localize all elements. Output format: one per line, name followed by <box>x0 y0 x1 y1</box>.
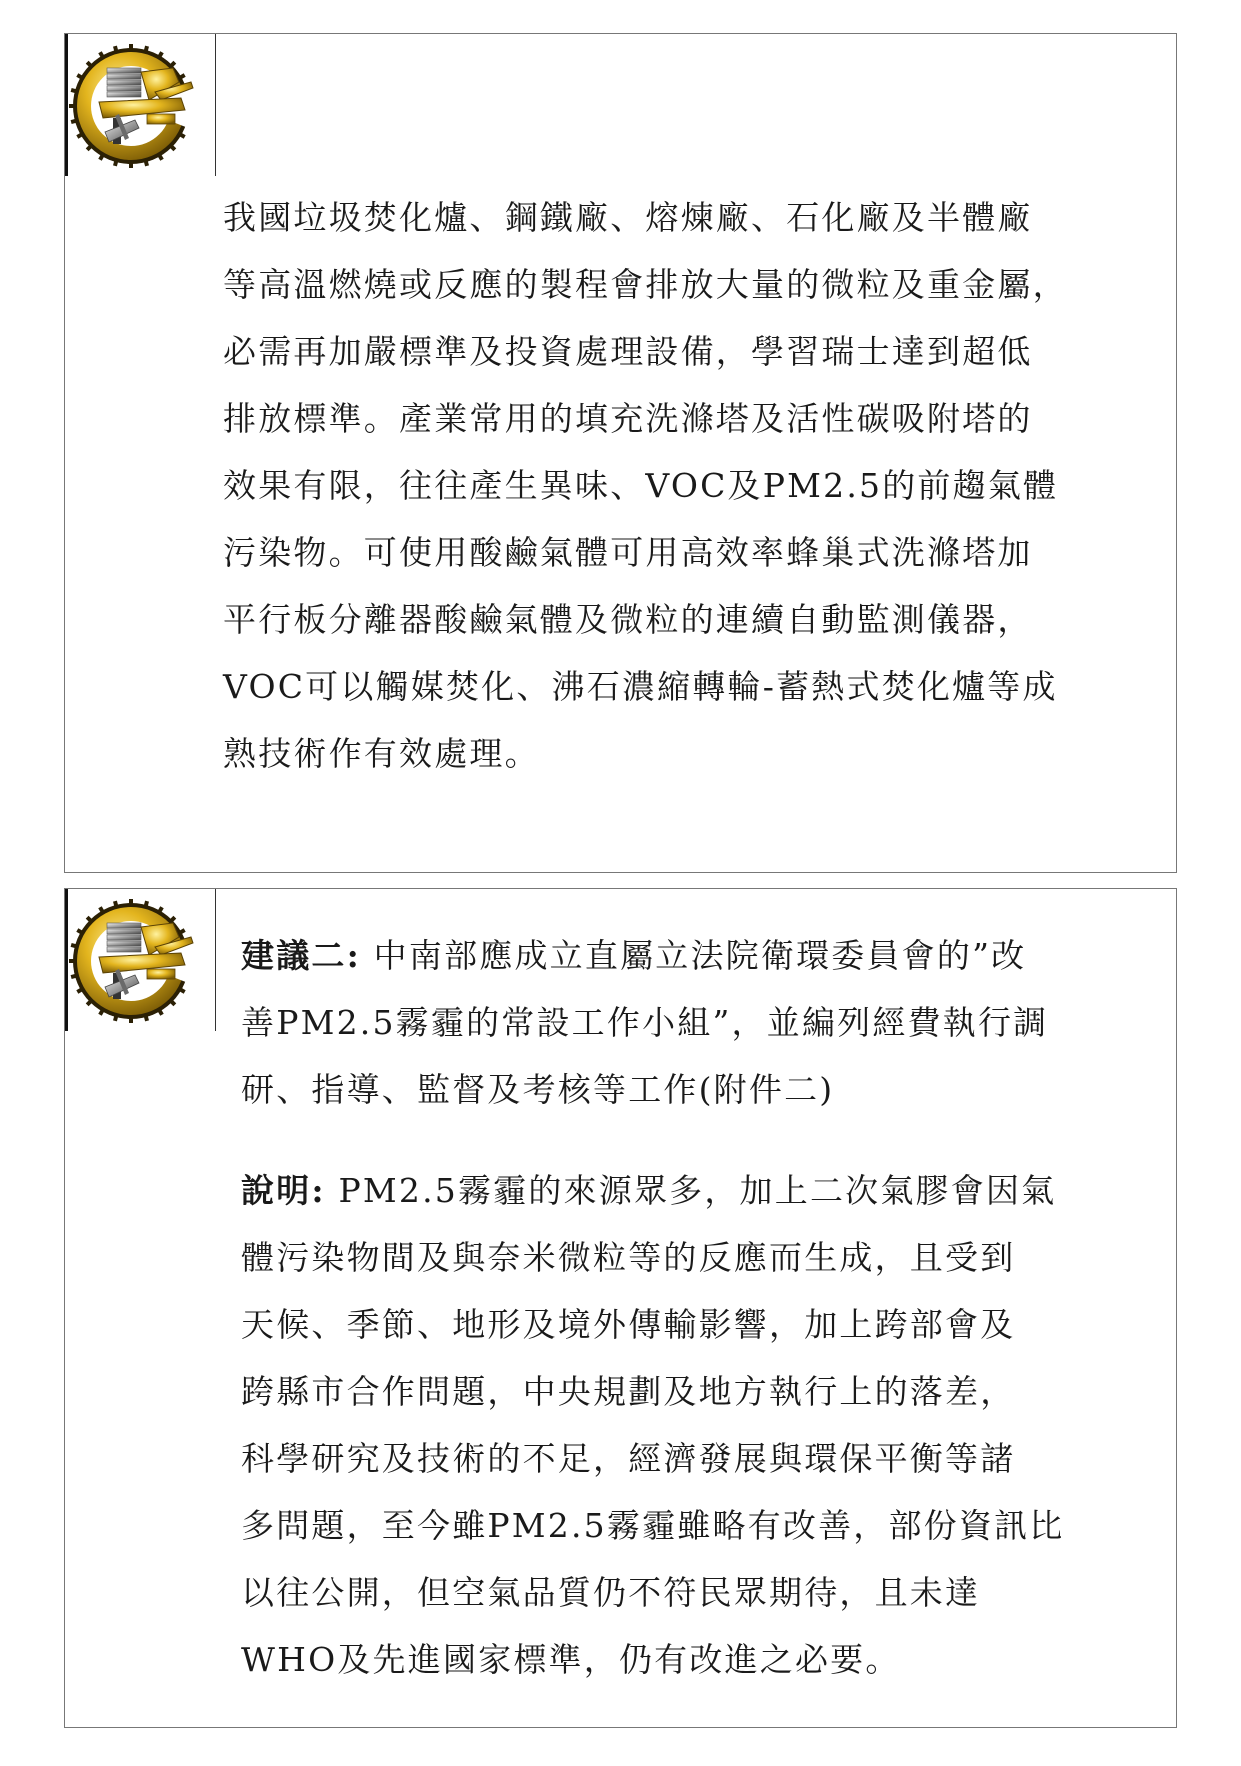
text-line: WHO及先進國家標準，仍有改進之必要。 <box>241 1640 901 1679</box>
text-line: 污染物。可使用酸鹼氣體可用高效率蜂巢式洗滌塔加 <box>223 533 1033 572</box>
recommendation-paragraph <box>241 922 1048 1123</box>
logo-rule <box>215 34 216 176</box>
text-line: 必需再加嚴標準及投資處理設備，學習瑞士達到超低 <box>223 332 1033 371</box>
text-line: 等高溫燃燒或反應的製程會排放大量的微粒及重金屬， <box>223 265 1068 304</box>
text-line: 以往公開，但空氣品質仍不符民眾期待，且未達 <box>241 1573 981 1612</box>
text-line: 效果有限，往往產生異味、VOC及PM2.5的前趨氣體 <box>223 466 1059 505</box>
text-line: 善PM2.5霧霾的常設工作小組”，並編列經費執行調 <box>241 1003 1049 1042</box>
text-line: 我國垃圾焚化爐、鋼鐵廠、熔煉廠、石化廠及半體廠 <box>223 198 1033 237</box>
text-line: 天候、季節、地形及境外傳輸影響，加上跨部會及 <box>241 1305 1016 1344</box>
text-line: 多問題，至今雖PM2.5霧霾雖略有改善，部份資訊比 <box>241 1506 1065 1545</box>
text-line: 排放標準。產業常用的填充洗滌塔及活性碳吸附塔的 <box>223 399 1033 438</box>
slide-2 <box>64 888 1177 1728</box>
slide-1 <box>64 33 1177 873</box>
body-paragraph <box>223 184 1068 787</box>
text-line: 科學研究及技術的不足，經濟發展與環保平衡等諸 <box>241 1439 1016 1478</box>
gear-emblem-logo <box>69 38 204 173</box>
logo-rule <box>65 889 68 1031</box>
text-line: 研、指導、監督及考核等工作(附件二) <box>241 1070 835 1109</box>
text-line: 體污染物間及與奈米微粒等的反應而生成，且受到 <box>241 1238 1016 1277</box>
gear-emblem-logo <box>69 893 204 1028</box>
recommendation-lead: 建議二: <box>241 936 361 975</box>
text-span: PM2.5霧霾的來源眾多，加上二次氣膠會因氣 <box>325 1171 1057 1210</box>
text-line: VOC可以觸媒焚化、沸石濃縮轉輪-蓄熱式焚化爐等成 <box>223 667 1058 706</box>
text-line: 平行板分離器酸鹼氣體及微粒的連續自動監測儀器， <box>223 600 1033 639</box>
text-line <box>241 1157 1064 1224</box>
explanation-lead: 說明: <box>241 1171 326 1210</box>
text-line <box>241 922 1048 989</box>
explanation-paragraph <box>241 1157 1064 1693</box>
text-line: 跨縣市合作問題，中央規劃及地方執行上的落差， <box>241 1372 1016 1411</box>
text-span: 中南部應成立直屬立法院衛環委員會的”改 <box>360 936 1027 975</box>
text-line: 熟技術作有效處理。 <box>223 734 540 773</box>
logo-rule <box>65 34 68 176</box>
logo-rule <box>215 889 216 1031</box>
